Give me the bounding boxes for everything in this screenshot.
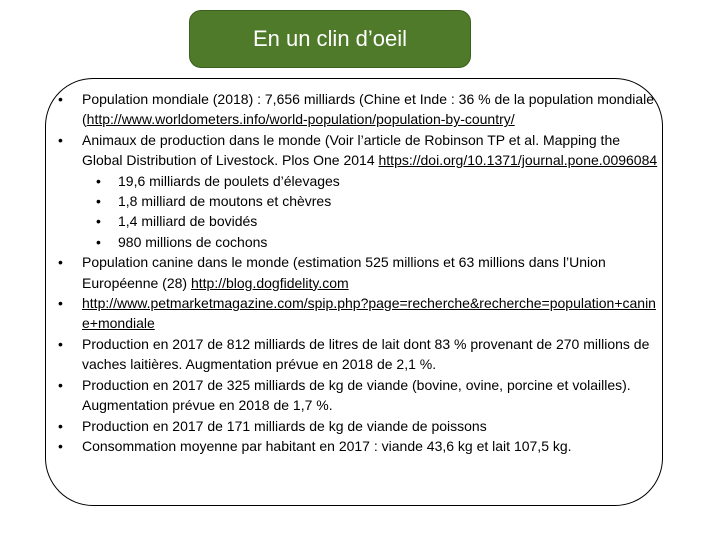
page-title: En un clin d’oeil	[252, 26, 408, 51]
item-text: Production en 2017 de 812 milliards de litres de lait dont 83 % provenant de 270 millions de vaches laitières. Augmentation prévue en 2018 de 2,1 %.	[82, 335, 650, 373]
sub-list	[82, 171, 658, 253]
list-item	[58, 436, 658, 456]
bullet-icon: •	[96, 172, 101, 189]
title-banner	[189, 10, 471, 68]
sub-list-item	[82, 232, 658, 252]
list-item	[58, 416, 658, 436]
bullet-icon: •	[58, 131, 63, 148]
list-item	[58, 252, 658, 293]
item-text: Population mondiale (2018) : 7,656 milliards (Chine et Inde : 36 % de la population mondiale (	[82, 91, 655, 128]
bullet-icon: •	[58, 376, 63, 393]
item-text: Production en 2017 de 171 milliards de kg de viande de poissons	[82, 417, 487, 434]
source-link[interactable]: http://blog.dogfidelity.com	[190, 274, 349, 291]
bullet-icon: •	[58, 417, 63, 434]
source-link[interactable]: https://doi.org/10.1371/journal.pone.0096084	[378, 152, 658, 169]
bullet-list	[58, 89, 658, 456]
source-link[interactable]: http://www.worldometers.info/world-population/population-by-country/	[86, 111, 515, 128]
item-text: Population canine dans le monde (estimation 525 millions et 63 millions dans l’Union Européenne (28)	[82, 254, 606, 291]
item-text: Consommation moyenne par habitant en 2017 : viande 43,6 kg et lait 107,5 kg.	[82, 437, 572, 454]
sub-list-item	[82, 191, 658, 211]
item-text: Animaux de production dans le monde (Voir l’article de Robinson TP et al. Mapping the Global Distribution of Livestock. Plos One 2014	[82, 131, 621, 169]
sub-list-item	[82, 211, 658, 231]
bullet-icon: •	[58, 254, 63, 271]
sub-item-text: 1,8 milliard de moutons et chèvres	[118, 193, 332, 210]
bullet-icon: •	[58, 437, 63, 454]
sub-list-item	[82, 171, 658, 191]
list-item	[58, 375, 658, 416]
bullet-icon: •	[96, 213, 101, 230]
list-item	[58, 293, 658, 334]
list-item	[58, 334, 658, 375]
bullet-icon: •	[96, 233, 101, 250]
sub-item-text: 19,6 milliards de poulets d’élevages	[118, 172, 340, 189]
list-item	[58, 89, 658, 130]
bullet-icon: •	[58, 335, 63, 352]
bullet-icon: •	[58, 91, 63, 107]
list-item	[58, 130, 658, 252]
bullet-icon: •	[96, 193, 101, 210]
sub-item-text: 1,4 milliard de bovidés	[118, 213, 258, 230]
source-link[interactable]: http://www.petmarketmagazine.com/spip.php?page=recherche&recherche=population+canine+mondiale	[82, 295, 656, 332]
bullet-icon: •	[58, 295, 63, 312]
sub-item-text: 980 millions de cochons	[118, 233, 268, 250]
item-text: Production en 2017 de 325 milliards de kg de viande (bovine, ovine, porcine et volailles). Augmentation prévue en 2018 de 1,7 %.	[82, 376, 631, 414]
